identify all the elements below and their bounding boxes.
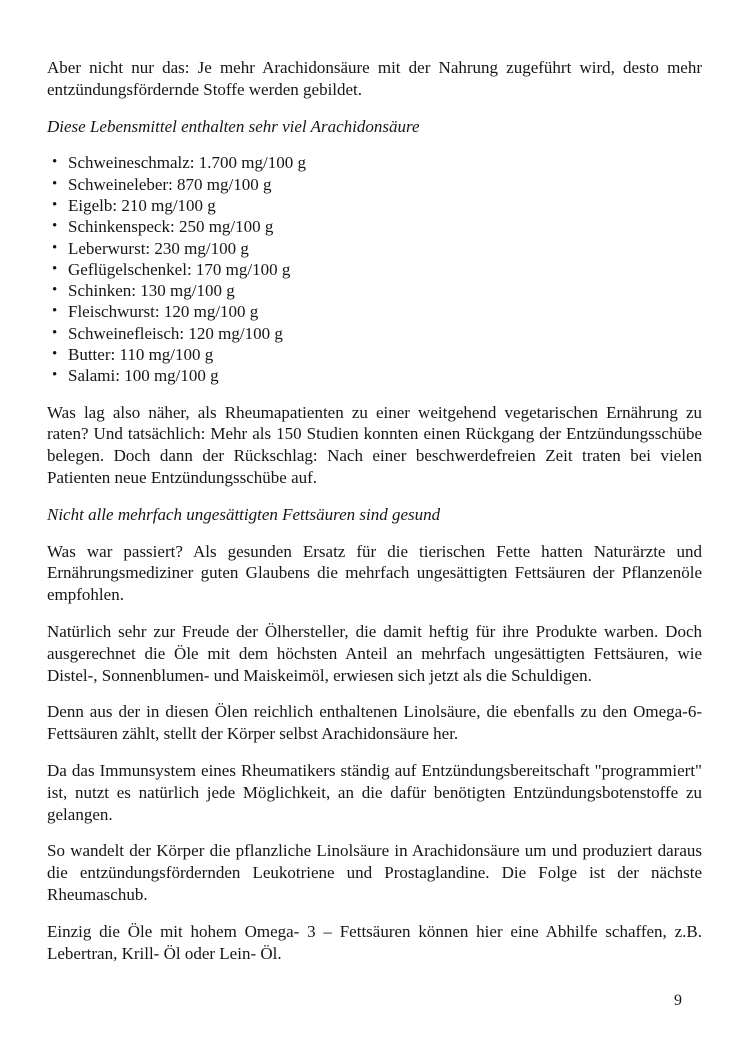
paragraph-conversion: So wandelt der Körper die pflanzliche Linolsäure in Arachidonsäure um und produziert daraus die entzündungsfördernden Leukotriene und Prostaglandine. Die Folge ist der nächste Rheumaschub. — [47, 841, 702, 904]
bullet-icon: • — [52, 324, 58, 341]
list-item-text: Butter: 110 mg/100 g — [68, 345, 214, 365]
list-item — [47, 301, 702, 322]
paragraph-oil-makers: Natürlich sehr zur Freude der Ölhersteller, die damit heftig für ihre Produkte warben. Doch ausgerechnet die Öle mit dem höchsten Anteil an mehrfach ungesättigten Fettsäuren, wie Distel-, Sonnenblumen- und Maiskeimöl, erwiesen sich jetzt als die Schuldigen. — [47, 622, 702, 685]
paragraph-linolsaeure: Denn aus der in diesen Ölen reichlich enthaltenen Linolsäure, die ebenfalls zu den Omega-6-Fettsäuren zählt, stellt der Körper selbst Arachidonsäure her. — [47, 702, 702, 744]
list-item-text: Geflügelschenkel: 170 mg/100 g — [68, 259, 291, 279]
list-item — [47, 238, 702, 259]
food-bullet-list — [47, 152, 702, 386]
paragraph-what-happened: Was war passiert? Als gesunden Ersatz für die tierischen Fette hatten Naturärzte und Ernährungsmediziner guten Glaubens die mehrfach ungesättigten Fettsäuren der Pflanzenöle empfohlen. — [47, 541, 702, 605]
list-item-text: Schweineschmalz: 1.700 mg/100 g — [68, 153, 306, 173]
paragraph-studies: Was lag also näher, als Rheumapatienten zu einer weitgehend vegetarischen Ernährung zu raten? Und tatsächlich: Mehr als 150 Studien konnten einen Rückgang der Entzündungsschübe belegen. Doch dann der Rückschlag: Nach einer beschwerdefreien Zeit traten bei vielen Patienten neue Entzündungsschübe auf. — [47, 402, 702, 488]
list-item-text: Schinkenspeck: 250 mg/100 g — [68, 217, 274, 237]
paragraph-immune-system: Da das Immunsystem eines Rheumatikers ständig auf Entzündungsbereitschaft "programmiert" ist, nutzt es natürlich jede Möglichkeit, an die dafür benötigten Entzündungsbotenstoffe zu gelangen. — [47, 761, 702, 824]
list-item — [47, 323, 702, 344]
bullet-icon: • — [52, 239, 58, 256]
bullet-icon: • — [52, 260, 58, 277]
list-item — [47, 216, 702, 237]
list-item-text: Schinken: 130 mg/100 g — [68, 281, 235, 301]
list-item-text: Schweinefleisch: 120 mg/100 g — [68, 323, 283, 343]
list-item — [47, 280, 702, 301]
list-item-text: Salami: 100 mg/100 g — [68, 366, 219, 386]
bullet-icon: • — [52, 282, 58, 299]
section-heading-fats: Nicht alle mehrfach ungesättigten Fettsäuren sind gesund — [47, 504, 441, 524]
list-item — [47, 365, 702, 386]
list-item-text: Leberwurst: 230 mg/100 g — [68, 238, 249, 258]
section-heading-foods: Diese Lebensmittel enthalten sehr viel Arachidonsäure — [47, 116, 420, 136]
list-item — [47, 174, 702, 195]
list-item-text: Eigelb: 210 mg/100 g — [68, 195, 216, 215]
bullet-icon: • — [52, 367, 58, 384]
list-item — [47, 259, 702, 280]
paragraph-omega3: Einzig die Öle mit hohem Omega- 3 – Fettsäuren können hier eine Abhilfe schaffen, z.B. Lebertran, Krill- Öl oder Lein- Öl. — [47, 921, 702, 963]
list-item — [47, 152, 702, 173]
bullet-icon: • — [52, 175, 58, 192]
list-item — [47, 344, 702, 365]
list-item-text: Schweineleber: 870 mg/100 g — [68, 174, 272, 194]
page-number: 9 — [674, 992, 682, 1009]
bullet-icon: • — [52, 346, 58, 363]
bullet-icon: • — [52, 303, 58, 320]
bullet-icon: • — [52, 196, 58, 213]
list-item-text: Fleischwurst: 120 mg/100 g — [68, 302, 259, 322]
bullet-icon: • — [52, 154, 58, 171]
bullet-icon: • — [52, 218, 58, 235]
list-item — [47, 195, 702, 216]
paragraph-intro: Aber nicht nur das: Je mehr Arachidonsäure mit der Nahrung zugeführt wird, desto mehr entzündungsfördernde Stoffe werden gebildet. — [47, 58, 702, 99]
